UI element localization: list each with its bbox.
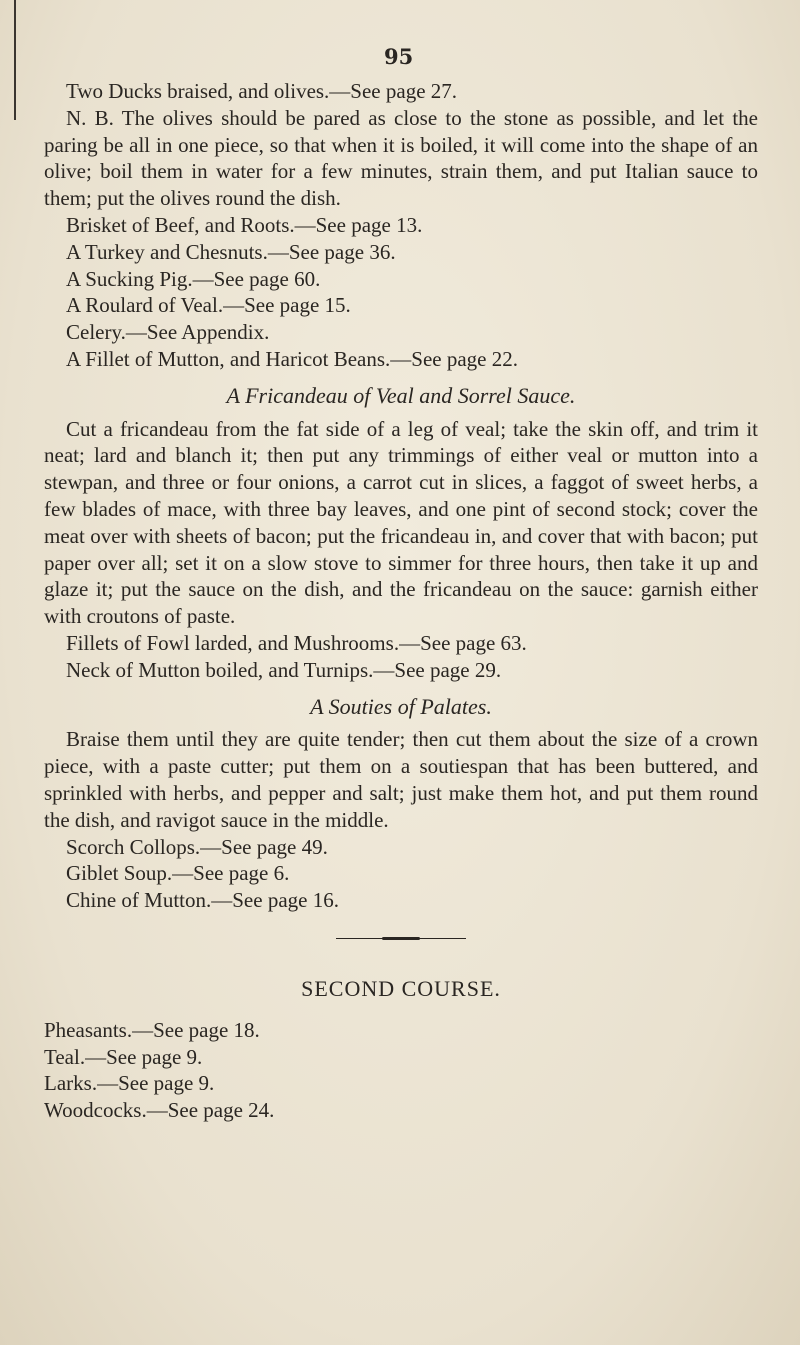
reference-line: Brisket of Beef, and Roots.—See page 13. bbox=[66, 212, 423, 237]
recipe-title-fricandeau: A Fricandeau of Veal and Sorrel Sauce. bbox=[226, 382, 576, 408]
page-number: 95 bbox=[384, 44, 414, 69]
recipe-text-fricandeau: Cut a fricandeau from the fat side of a leg of veal; take the skin off, and trim it neat; lard and blanch it; then put any trimmings of either veal or mutton into a stewpan, and three or four onions, a carrot cut in slices, a faggot of sweet herbs, a few blades of mace, with three bay leaves, and one pint of second stock; cover the meat over with sheets of bacon; put the fricandeau in, and cover that with bacon; put paper over all; set it on a slow stove to simmer for three hours, then take it up and glaze it; put the sauce on the dish, and the fricandeau on the sauce: garnish either with croutons of paste. bbox=[44, 416, 758, 629]
reference-line: Scorch Collops.—See page 49. bbox=[66, 834, 328, 859]
reference-line: Fillets of Fowl larded, and Mushrooms.—See page 63. bbox=[66, 630, 527, 655]
reference-line: Larks.—See page 9. bbox=[44, 1071, 215, 1096]
reference-line: Teal.—See page 9. bbox=[44, 1044, 203, 1069]
reference-line: A Sucking Pig.—See page 60. bbox=[66, 266, 321, 291]
reference-line: Giblet Soup.—See page 6. bbox=[66, 861, 290, 886]
recipe-text-palates: Braise them until they are quite tender; then cut them about the size of a crown piece, with a paste cutter; put them on a soutiespan that has been buttered, and sprinkled with herbs, and pepper and salt; just make them hot, and put them round the dish, and ravigot sauce in the middle. bbox=[44, 727, 758, 832]
recipe-title-palates: A Souties of Palates. bbox=[310, 693, 492, 719]
reference-line: Chine of Mutton.—See page 16. bbox=[66, 888, 339, 913]
reference-line: Celery.—See Appendix. bbox=[66, 320, 270, 345]
page-body bbox=[44, 78, 758, 1124]
page-edge-rule bbox=[14, 0, 16, 120]
reference-line: Two Ducks braised, and olives.—See page 27. bbox=[66, 79, 458, 103]
reference-line: A Turkey and Chesnuts.—See page 36. bbox=[66, 239, 396, 264]
olive-note: N. B. The olives should be pared as close to the stone as possible, and let the paring be all in one piece, so that when it is boiled, it will come into the shape of an olive; boil them in water for a few minutes, strain them, and put Italian sauce to them; put the olives round the dish. bbox=[44, 105, 758, 211]
reference-line: Neck of Mutton boiled, and Turnips.—See page 29. bbox=[66, 657, 502, 682]
reference-line: A Fillet of Mutton, and Haricot Beans.—See page 22. bbox=[66, 346, 519, 371]
section-heading: SECOND COURSE. bbox=[301, 975, 501, 1001]
reference-line: Woodcocks.—See page 24. bbox=[44, 1098, 275, 1123]
reference-line: Pheasants.—See page 18. bbox=[44, 1017, 260, 1042]
reference-line: A Roulard of Veal.—See page 15. bbox=[66, 293, 351, 318]
divider-ornament bbox=[336, 936, 466, 942]
